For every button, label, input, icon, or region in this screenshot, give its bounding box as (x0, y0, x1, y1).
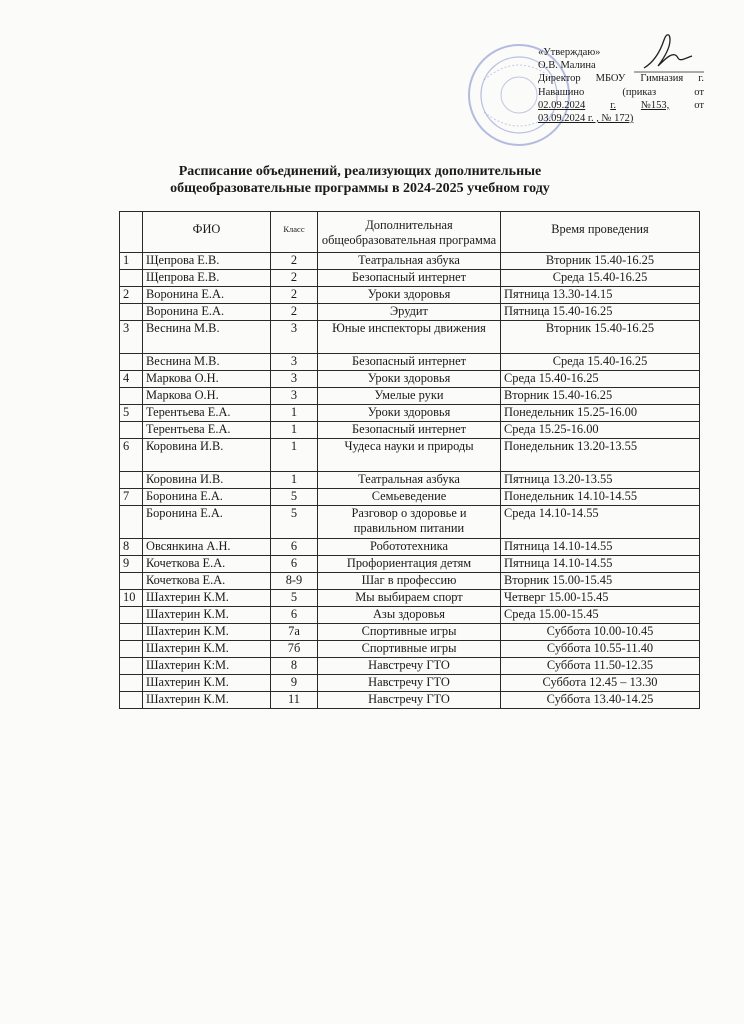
row-time: Среда 15.40-16.25 (501, 354, 700, 371)
row-teacher: Кочеткова Е.А. (143, 573, 271, 590)
row-program: Семьеведение (318, 489, 501, 506)
row-class: 8-9 (271, 573, 318, 590)
approval-line-3 (538, 72, 704, 85)
row-class: 7а (271, 624, 318, 641)
row-program: Юные инспекторы движения (318, 321, 501, 354)
row-number: 4 (120, 371, 143, 388)
row-time: Пятница 14.10-14.55 (501, 556, 700, 573)
row-class: 6 (271, 539, 318, 556)
approval-text: №153, (640, 99, 670, 111)
row-class: 1 (271, 472, 318, 489)
row-class: 2 (271, 287, 318, 304)
row-program: Мы выбираем спорт (318, 590, 501, 607)
row-class: 5 (271, 489, 318, 506)
header-class: Класс (271, 212, 318, 253)
row-program: Спортивные игры (318, 641, 501, 658)
row-class: 9 (271, 675, 318, 692)
title-line-1: Расписание объединений, реализующих дополнительные (178, 164, 542, 179)
row-teacher: Шахтерин К.М. (143, 590, 271, 607)
table-row (120, 422, 700, 439)
row-number (120, 422, 143, 439)
table-row (120, 506, 700, 539)
approval-line-2: О.В. Малина (538, 60, 596, 72)
row-number (120, 607, 143, 624)
row-class: 11 (271, 692, 318, 709)
approval-text: 03.09.2024 г. , № 172) (538, 113, 634, 125)
row-program: Разговор о здоровье и правильном питании (318, 506, 501, 539)
row-class: 7б (271, 641, 318, 658)
row-program: Спортивные игры (318, 624, 501, 641)
approval-line-1: «Утверждаю» (538, 47, 601, 58)
row-number (120, 304, 143, 321)
table-row (120, 675, 700, 692)
table-row (120, 539, 700, 556)
table-row (120, 287, 700, 304)
row-teacher: Боронина Е.А. (143, 489, 271, 506)
row-number (120, 573, 143, 590)
row-number (120, 675, 143, 692)
row-number (120, 506, 143, 539)
row-number (120, 658, 143, 675)
row-teacher: Воронина Е.А. (143, 304, 271, 321)
row-number: 10 (120, 590, 143, 607)
header-num (120, 212, 143, 253)
approval-text: от (694, 99, 704, 111)
row-program: Безопасный интернет (318, 354, 501, 371)
approval-block (538, 46, 704, 125)
row-program: Безопасный интернет (318, 422, 501, 439)
row-class: 6 (271, 556, 318, 573)
approval-text: Директор (538, 73, 581, 85)
row-time: Суббота 12.45 – 13.30 (501, 675, 700, 692)
row-number: 7 (120, 489, 143, 506)
row-program: Театральная азбука (318, 253, 501, 270)
table-row (120, 556, 700, 573)
row-number: 2 (120, 287, 143, 304)
row-program: Азы здоровья (318, 607, 501, 624)
row-number: 6 (120, 439, 143, 472)
row-teacher: Шахтерин К.М. (143, 692, 271, 709)
row-number: 5 (120, 405, 143, 422)
row-teacher: Коровина И.В. (143, 439, 271, 472)
row-time: Вторник 15.00-15.45 (501, 573, 700, 590)
row-number: 1 (120, 253, 143, 270)
row-time: Среда 15.25-16.00 (501, 422, 700, 439)
row-class: 3 (271, 371, 318, 388)
row-time: Среда 15.40-16.25 (501, 270, 700, 287)
row-teacher: Шахтерин К:М. (143, 658, 271, 675)
row-teacher: Маркова О.Н. (143, 371, 271, 388)
row-teacher: Терентьева Е.А. (143, 422, 271, 439)
approval-text: г. (610, 99, 616, 111)
row-time: Суббота 13.40-14.25 (501, 692, 700, 709)
table-row (120, 658, 700, 675)
row-program: Уроки здоровья (318, 405, 501, 422)
row-teacher: Овсянкина А.Н. (143, 539, 271, 556)
approval-text: г. (698, 73, 704, 85)
row-number: 3 (120, 321, 143, 354)
row-time: Среда 15.40-16.25 (501, 371, 700, 388)
row-program: Эрудит (318, 304, 501, 321)
table-row (120, 641, 700, 658)
row-class: 3 (271, 321, 318, 354)
row-number (120, 472, 143, 489)
approval-text: 02.09.2024 (538, 99, 586, 111)
title-line-2: общеобразовательные программы в 2024-2025 учебном году (170, 181, 550, 196)
row-teacher: Кочеткова Е.А. (143, 556, 271, 573)
row-time: Четверг 15.00-15.45 (501, 590, 700, 607)
table-row (120, 253, 700, 270)
row-teacher: Терентьева Е.А. (143, 405, 271, 422)
row-class: 6 (271, 607, 318, 624)
row-time: Пятница 13.20-13.55 (501, 472, 700, 489)
row-teacher: Шахтерин К.М. (143, 624, 271, 641)
table-row (120, 439, 700, 472)
row-program: Навстречу ГТО (318, 658, 501, 675)
row-time: Вторник 15.40-16.25 (501, 253, 700, 270)
row-time: Понедельник 13.20-13.55 (501, 439, 700, 472)
table-row (120, 405, 700, 422)
row-teacher: Щепрова Е.В. (143, 270, 271, 287)
row-class: 8 (271, 658, 318, 675)
row-time: Суббота 10.55-11.40 (501, 641, 700, 658)
row-number: 9 (120, 556, 143, 573)
approval-line-4 (538, 86, 704, 99)
row-teacher: Воронина Е.А. (143, 287, 271, 304)
row-program: Безопасный интернет (318, 270, 501, 287)
row-number (120, 641, 143, 658)
table-row (120, 270, 700, 287)
table-row (120, 354, 700, 371)
approval-text: (приказ (622, 86, 657, 98)
table-row (120, 371, 700, 388)
row-time: Вторник 15.40-16.25 (501, 388, 700, 405)
table-row (120, 624, 700, 641)
table-row (120, 304, 700, 321)
row-number (120, 624, 143, 641)
approval-text: от (694, 86, 704, 98)
schedule-table (119, 211, 700, 709)
row-class: 1 (271, 439, 318, 472)
row-teacher: Боронина Е.А. (143, 506, 271, 539)
row-program: Уроки здоровья (318, 371, 501, 388)
row-class: 2 (271, 253, 318, 270)
approval-text: МБОУ (595, 73, 626, 85)
row-teacher: Щепрова Е.В. (143, 253, 271, 270)
row-class: 5 (271, 506, 318, 539)
row-time: Пятница 13.30-14.15 (501, 287, 700, 304)
row-teacher: Шахтерин К.М. (143, 675, 271, 692)
row-program: Театральная азбука (318, 472, 501, 489)
approval-text: Навашино (538, 86, 585, 98)
row-teacher: Веснина М.В. (143, 321, 271, 354)
row-teacher: Коровина И.В. (143, 472, 271, 489)
row-class: 1 (271, 422, 318, 439)
table-row (120, 590, 700, 607)
row-program: Чудеса науки и природы (318, 439, 501, 472)
table-row (120, 321, 700, 354)
table-row (120, 472, 700, 489)
row-program: Робототехника (318, 539, 501, 556)
row-time: Пятница 15.40-16.25 (501, 304, 700, 321)
row-program: Уроки здоровья (318, 287, 501, 304)
row-time: Пятница 14.10-14.55 (501, 539, 700, 556)
row-number (120, 270, 143, 287)
row-number: 8 (120, 539, 143, 556)
table-row (120, 388, 700, 405)
row-class: 2 (271, 304, 318, 321)
row-teacher: Шахтерин К.М. (143, 641, 271, 658)
row-program: Шаг в профессию (318, 573, 501, 590)
row-time: Понедельник 14.10-14.55 (501, 489, 700, 506)
row-time: Среда 14.10-14.55 (501, 506, 700, 539)
page-title (150, 163, 570, 197)
row-program: Навстречу ГТО (318, 692, 501, 709)
header-program: Дополнительная общеобразовательная программа (318, 212, 501, 253)
row-class: 1 (271, 405, 318, 422)
row-time: Суббота 10.00-10.45 (501, 624, 700, 641)
row-teacher: Шахтерин К.М. (143, 607, 271, 624)
approval-text: Гимназия (640, 73, 684, 85)
row-class: 3 (271, 354, 318, 371)
row-number (120, 388, 143, 405)
row-number (120, 354, 143, 371)
row-program: Умелые руки (318, 388, 501, 405)
row-number (120, 692, 143, 709)
row-class: 5 (271, 590, 318, 607)
row-time: Суббота 11.50-12.35 (501, 658, 700, 675)
row-time: Понедельник 15.25-16.00 (501, 405, 700, 422)
table-header-row (120, 212, 700, 253)
table-row (120, 489, 700, 506)
row-class: 2 (271, 270, 318, 287)
header-time: Время проведения (501, 212, 700, 253)
approval-line-5 (538, 99, 704, 112)
table-row (120, 573, 700, 590)
table-row (120, 607, 700, 624)
row-program: Профориентация детям (318, 556, 501, 573)
row-teacher: Веснина М.В. (143, 354, 271, 371)
approval-line-6 (538, 112, 704, 125)
row-program: Навстречу ГТО (318, 675, 501, 692)
row-time: Среда 15.00-15.45 (501, 607, 700, 624)
row-class: 3 (271, 388, 318, 405)
header-fio: ФИО (143, 212, 271, 253)
row-time: Вторник 15.40-16.25 (501, 321, 700, 354)
row-teacher: Маркова О.Н. (143, 388, 271, 405)
table-row (120, 692, 700, 709)
